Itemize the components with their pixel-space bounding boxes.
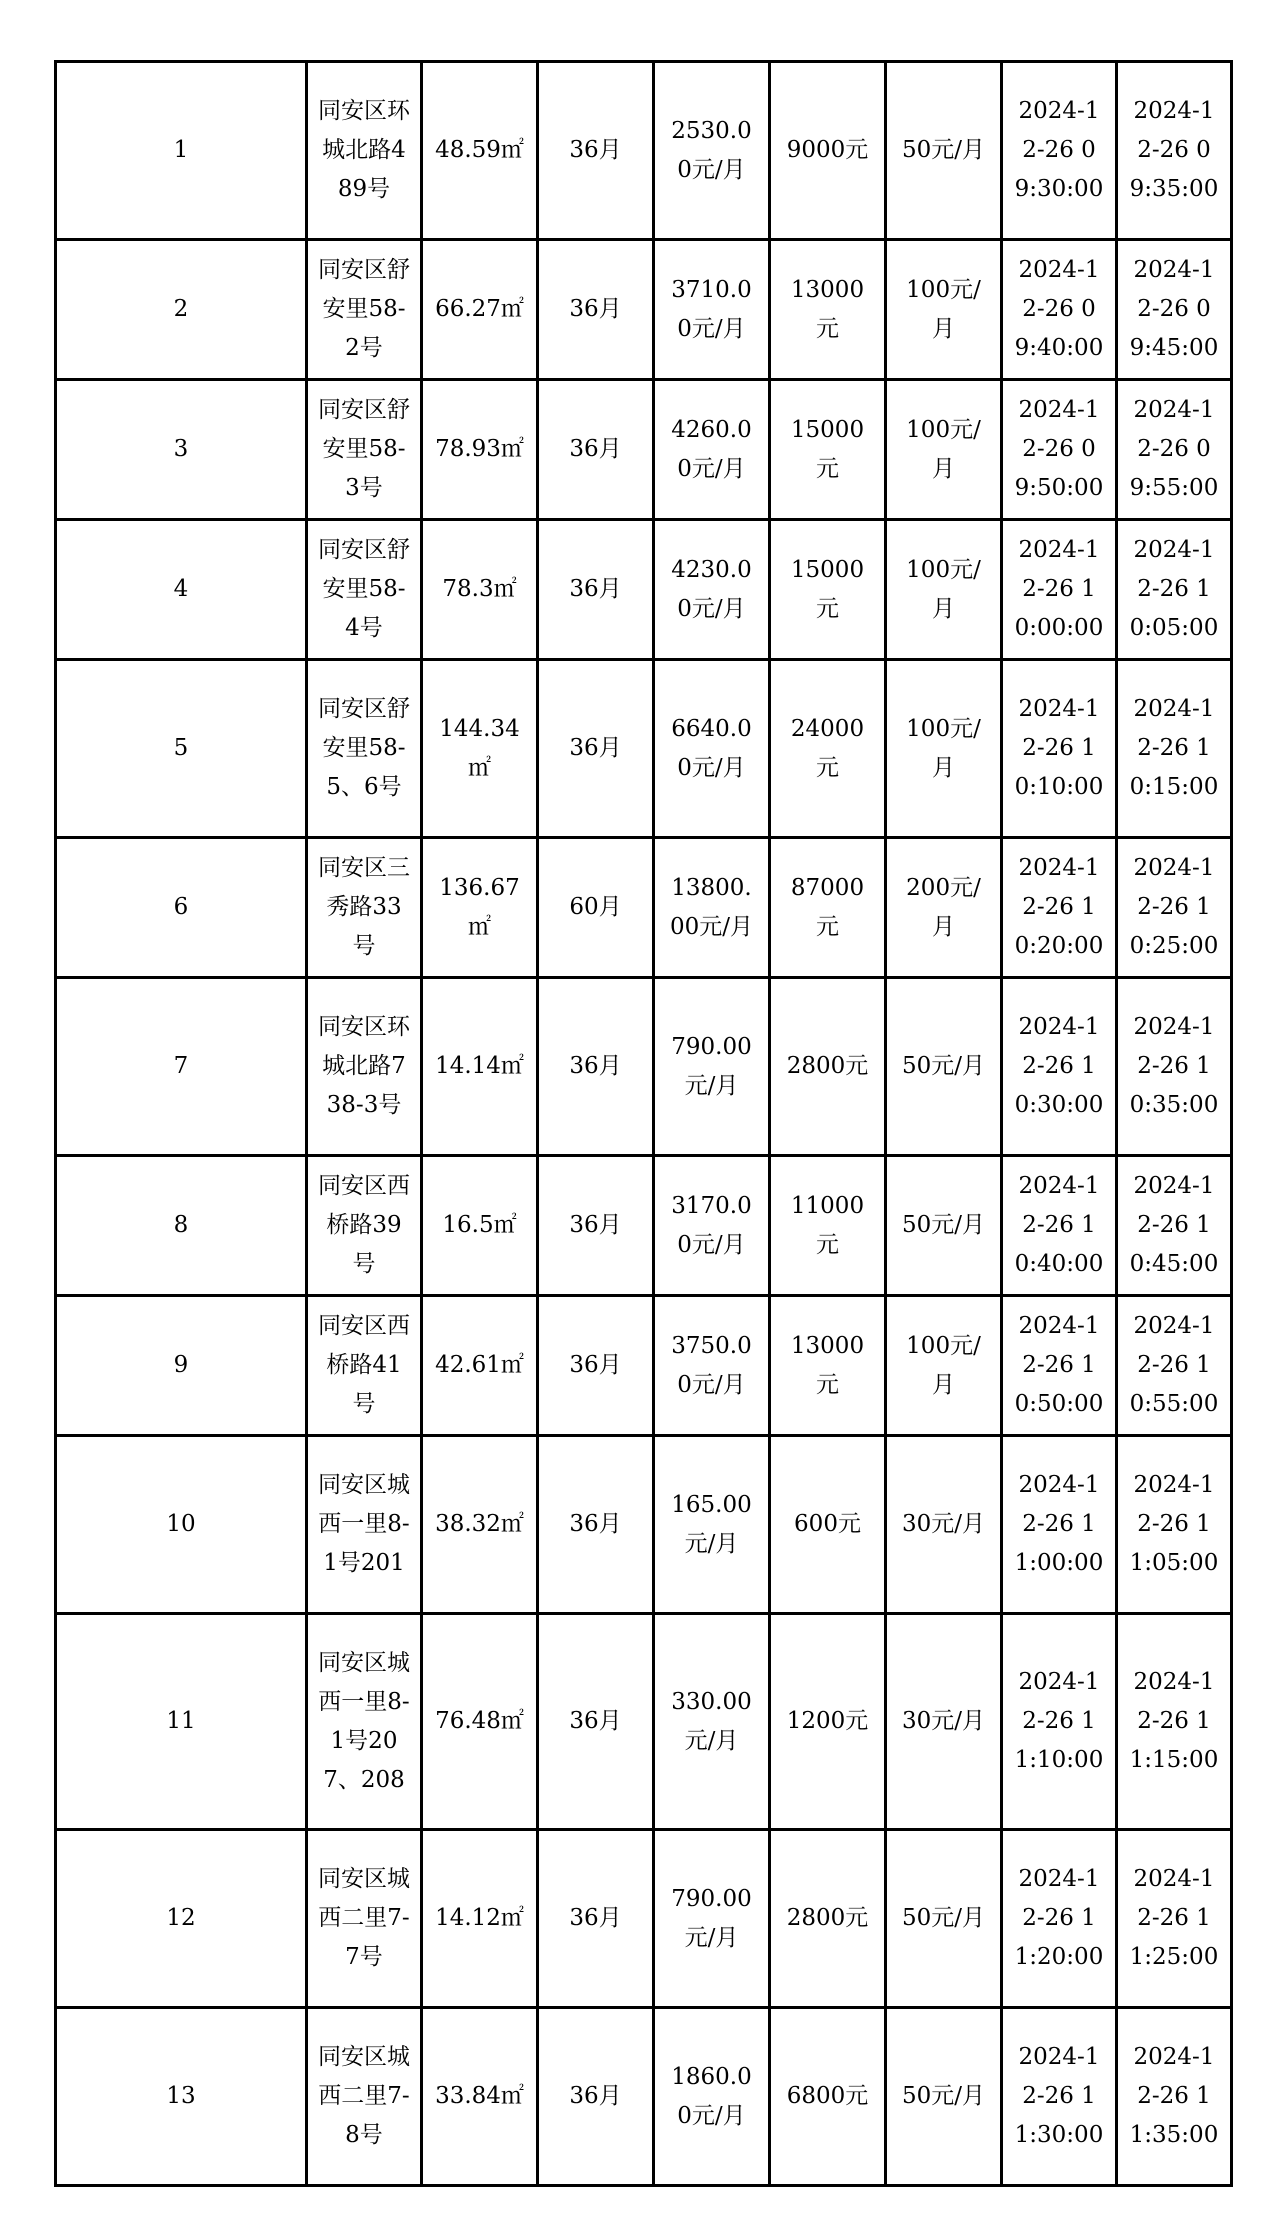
cell-area: 14.14㎡: [422, 978, 538, 1156]
cell-bid-increment: 50元/月: [886, 978, 1002, 1156]
cell-starting-rent: 165.00元/月: [654, 1436, 770, 1614]
cell-starting-rent: 3710.00元/月: [654, 240, 770, 380]
cell-location: 同安区西桥路41号: [307, 1296, 422, 1436]
cell-starting-rent: 4230.00元/月: [654, 520, 770, 660]
cell-deposit: 15000元: [770, 520, 886, 660]
cell-deposit: 11000元: [770, 1156, 886, 1296]
cell-deposit: 13000元: [770, 240, 886, 380]
cell-end-time: 2024-12-26 09:55:00: [1117, 380, 1232, 520]
cell-lease-term: 36月: [538, 1156, 654, 1296]
cell-start-time: 2024-12-26 11:30:00: [1002, 2008, 1117, 2186]
cell-end-time: 2024-12-26 09:45:00: [1117, 240, 1232, 380]
cell-deposit: 2800元: [770, 1830, 886, 2008]
cell-location: 同安区舒安里58-5、6号: [307, 660, 422, 838]
cell-start-time: 2024-12-26 11:20:00: [1002, 1830, 1117, 2008]
cell-location: 同安区环城北路738-3号: [307, 978, 422, 1156]
cell-location: 同安区城西二里7-7号: [307, 1830, 422, 2008]
cell-area: 14.12㎡: [422, 1830, 538, 2008]
listing-table: [54, 60, 1233, 2187]
table-row: [56, 838, 1232, 978]
cell-lease-term: 36月: [538, 520, 654, 660]
table-row: [56, 1156, 1232, 1296]
cell-end-time: 2024-12-26 10:15:00: [1117, 660, 1232, 838]
cell-deposit: 1200元: [770, 1614, 886, 1830]
cell-area: 76.48㎡: [422, 1614, 538, 1830]
cell-lease-term: 36月: [538, 2008, 654, 2186]
cell-deposit: 15000元: [770, 380, 886, 520]
cell-area: 16.5㎡: [422, 1156, 538, 1296]
cell-bid-increment: 30元/月: [886, 1436, 1002, 1614]
cell-end-time: 2024-12-26 10:45:00: [1117, 1156, 1232, 1296]
cell-area: 33.84㎡: [422, 2008, 538, 2186]
cell-starting-rent: 3750.00元/月: [654, 1296, 770, 1436]
cell-row-number: 5: [56, 660, 307, 838]
cell-starting-rent: 790.00元/月: [654, 978, 770, 1156]
table-row: [56, 1296, 1232, 1436]
cell-bid-increment: 100元/月: [886, 1296, 1002, 1436]
table-row: [56, 2008, 1232, 2186]
cell-end-time: 2024-12-26 10:25:00: [1117, 838, 1232, 978]
cell-bid-increment: 100元/月: [886, 380, 1002, 520]
cell-bid-increment: 50元/月: [886, 1830, 1002, 2008]
cell-area: 48.59㎡: [422, 62, 538, 240]
cell-row-number: 2: [56, 240, 307, 380]
cell-start-time: 2024-12-26 11:10:00: [1002, 1614, 1117, 1830]
table-row: [56, 520, 1232, 660]
cell-starting-rent: 1860.00元/月: [654, 2008, 770, 2186]
cell-end-time: 2024-12-26 11:05:00: [1117, 1436, 1232, 1614]
cell-starting-rent: 13800.00元/月: [654, 838, 770, 978]
cell-lease-term: 36月: [538, 1296, 654, 1436]
cell-lease-term: 36月: [538, 978, 654, 1156]
cell-lease-term: 36月: [538, 1436, 654, 1614]
cell-end-time: 2024-12-26 10:35:00: [1117, 978, 1232, 1156]
table-row: [56, 380, 1232, 520]
cell-row-number: 7: [56, 978, 307, 1156]
table-row: [56, 660, 1232, 838]
cell-bid-increment: 50元/月: [886, 62, 1002, 240]
cell-end-time: 2024-12-26 10:55:00: [1117, 1296, 1232, 1436]
cell-location: 同安区三秀路33号: [307, 838, 422, 978]
cell-start-time: 2024-12-26 10:00:00: [1002, 520, 1117, 660]
cell-lease-term: 36月: [538, 660, 654, 838]
cell-start-time: 2024-12-26 09:30:00: [1002, 62, 1117, 240]
cell-starting-rent: 790.00元/月: [654, 1830, 770, 2008]
cell-bid-increment: 100元/月: [886, 660, 1002, 838]
cell-location: 同安区舒安里58-2号: [307, 240, 422, 380]
table-row: [56, 1436, 1232, 1614]
cell-location: 同安区舒安里58-3号: [307, 380, 422, 520]
cell-start-time: 2024-12-26 10:30:00: [1002, 978, 1117, 1156]
cell-starting-rent: 3170.00元/月: [654, 1156, 770, 1296]
cell-location: 同安区城西一里8-1号201: [307, 1436, 422, 1614]
cell-bid-increment: 30元/月: [886, 1614, 1002, 1830]
cell-end-time: 2024-12-26 11:35:00: [1117, 2008, 1232, 2186]
cell-row-number: 6: [56, 838, 307, 978]
cell-row-number: 12: [56, 1830, 307, 2008]
cell-location: 同安区环城北路489号: [307, 62, 422, 240]
cell-deposit: 9000元: [770, 62, 886, 240]
table-row: [56, 240, 1232, 380]
cell-deposit: 6800元: [770, 2008, 886, 2186]
cell-lease-term: 36月: [538, 62, 654, 240]
cell-location: 同安区城西一里8-1号207、208: [307, 1614, 422, 1830]
cell-row-number: 13: [56, 2008, 307, 2186]
cell-start-time: 2024-12-26 10:20:00: [1002, 838, 1117, 978]
cell-lease-term: 36月: [538, 1830, 654, 2008]
cell-lease-term: 60月: [538, 838, 654, 978]
cell-start-time: 2024-12-26 09:40:00: [1002, 240, 1117, 380]
cell-bid-increment: 50元/月: [886, 2008, 1002, 2186]
cell-lease-term: 36月: [538, 240, 654, 380]
cell-row-number: 11: [56, 1614, 307, 1830]
cell-end-time: 2024-12-26 09:35:00: [1117, 62, 1232, 240]
cell-start-time: 2024-12-26 10:10:00: [1002, 660, 1117, 838]
cell-bid-increment: 100元/月: [886, 240, 1002, 380]
cell-deposit: 87000元: [770, 838, 886, 978]
cell-location: 同安区城西二里7-8号: [307, 2008, 422, 2186]
cell-row-number: 4: [56, 520, 307, 660]
cell-row-number: 1: [56, 62, 307, 240]
cell-starting-rent: 2530.00元/月: [654, 62, 770, 240]
cell-area: 78.93㎡: [422, 380, 538, 520]
cell-bid-increment: 50元/月: [886, 1156, 1002, 1296]
cell-area: 78.3㎡: [422, 520, 538, 660]
cell-deposit: 2800元: [770, 978, 886, 1156]
cell-deposit: 13000元: [770, 1296, 886, 1436]
cell-start-time: 2024-12-26 10:50:00: [1002, 1296, 1117, 1436]
cell-starting-rent: 330.00元/月: [654, 1614, 770, 1830]
cell-row-number: 10: [56, 1436, 307, 1614]
cell-area: 136.67㎡: [422, 838, 538, 978]
cell-lease-term: 36月: [538, 380, 654, 520]
cell-row-number: 8: [56, 1156, 307, 1296]
table-body: [56, 62, 1232, 2186]
cell-row-number: 3: [56, 380, 307, 520]
cell-lease-term: 36月: [538, 1614, 654, 1830]
table-row: [56, 62, 1232, 240]
cell-area: 42.61㎡: [422, 1296, 538, 1436]
cell-starting-rent: 6640.00元/月: [654, 660, 770, 838]
cell-area: 38.32㎡: [422, 1436, 538, 1614]
table-row: [56, 1614, 1232, 1830]
cell-row-number: 9: [56, 1296, 307, 1436]
cell-end-time: 2024-12-26 11:25:00: [1117, 1830, 1232, 2008]
cell-deposit: 24000元: [770, 660, 886, 838]
cell-starting-rent: 4260.00元/月: [654, 380, 770, 520]
cell-bid-increment: 100元/月: [886, 520, 1002, 660]
table-row: [56, 1830, 1232, 2008]
cell-start-time: 2024-12-26 09:50:00: [1002, 380, 1117, 520]
cell-end-time: 2024-12-26 11:15:00: [1117, 1614, 1232, 1830]
cell-end-time: 2024-12-26 10:05:00: [1117, 520, 1232, 660]
cell-location: 同安区西桥路39号: [307, 1156, 422, 1296]
cell-area: 66.27㎡: [422, 240, 538, 380]
cell-bid-increment: 200元/月: [886, 838, 1002, 978]
cell-location: 同安区舒安里58-4号: [307, 520, 422, 660]
cell-start-time: 2024-12-26 10:40:00: [1002, 1156, 1117, 1296]
cell-deposit: 600元: [770, 1436, 886, 1614]
table-row: [56, 978, 1232, 1156]
cell-area: 144.34㎡: [422, 660, 538, 838]
cell-start-time: 2024-12-26 11:00:00: [1002, 1436, 1117, 1614]
